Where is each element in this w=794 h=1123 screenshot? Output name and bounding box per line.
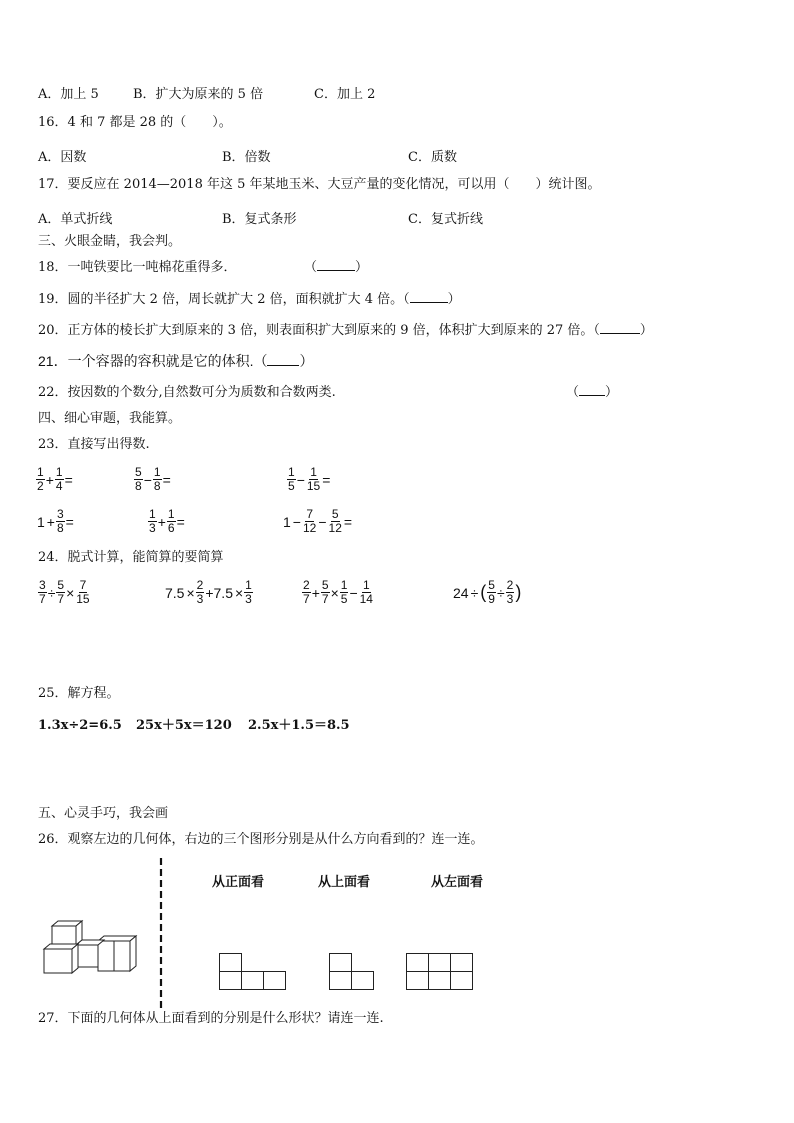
view-label-left[interactable]: 从左面看 bbox=[431, 875, 484, 890]
q15-option-c: C．加上 2 bbox=[314, 87, 376, 102]
q19-stem: 19．圆的半径扩大 2 倍，周长就扩大 2 倍，面积就扩大 4 倍。（ ） bbox=[38, 292, 461, 307]
section-3-heading: 三、火眼金睛，我会判。 bbox=[38, 234, 182, 249]
fraction: $\frac{1}{3}$ bbox=[149, 507, 156, 535]
paren-right: ） bbox=[355, 260, 369, 275]
q15-option-a: A．加上 5 bbox=[38, 87, 99, 102]
q17-option-b: B．复式条形 bbox=[222, 212, 297, 227]
dashed-divider bbox=[158, 858, 164, 1008]
fraction: $\frac{1}{5}$ bbox=[288, 465, 295, 493]
q16-option-a: A．因数 bbox=[38, 150, 87, 165]
q26-stem: 26．观察左边的几何体，右边的三个图形分别是从什么方向看到的？连一连。 bbox=[38, 832, 484, 847]
view-label-top[interactable]: 从上面看 bbox=[318, 875, 371, 890]
view-label-front[interactable]: 从正面看 bbox=[212, 875, 265, 890]
q16-option-b: B．倍数 bbox=[222, 150, 271, 165]
fraction: $\frac{3}{8}$ bbox=[56, 507, 64, 535]
q17-option-c: C．复式折线 bbox=[408, 212, 483, 227]
fraction: $\frac{5}{12}$ bbox=[328, 507, 342, 535]
q15-option-b: B．扩大为原来的 5 倍 bbox=[133, 87, 264, 102]
fraction: $\frac{7}{12}$ bbox=[302, 507, 317, 535]
fraction: $\frac{1}{8}$ bbox=[153, 465, 161, 493]
q23-stem: 23．直接写出得数. bbox=[38, 437, 150, 452]
q23-expression-3: $\frac{1}{5}$ − $\frac{1}{15}$ = bbox=[288, 465, 331, 493]
q25-equation-3: 2.5x＋1.5＝8.5 bbox=[248, 718, 350, 733]
q19-answer-blank[interactable] bbox=[410, 302, 448, 303]
q18-answer-blank[interactable] bbox=[304, 260, 368, 276]
fraction: $\frac{5}{8}$ bbox=[135, 465, 142, 493]
fraction: $\frac{1}{15}$ bbox=[306, 465, 321, 493]
q21-answer-blank[interactable] bbox=[267, 365, 299, 366]
q22-stem: 22．按因数的个数分,自然数可分为质数和合数两类. bbox=[38, 385, 336, 400]
section-5-heading: 五、心灵手巧，我会画 bbox=[38, 806, 169, 821]
fraction: $\frac{1}{6}$ bbox=[167, 507, 175, 535]
q24-expression-2: 7.5 × $\frac{2}{3}$ +7.5 × $\frac{1}{3}$ bbox=[165, 578, 252, 606]
q23-expression-2: $\frac{5}{8}$ − $\frac{1}{8}$ = bbox=[135, 465, 171, 493]
view-figure-2[interactable] bbox=[328, 952, 378, 992]
section-4-heading: 四、细心审题，我能算。 bbox=[38, 411, 182, 426]
q20-answer-blank[interactable] bbox=[600, 333, 640, 334]
q17-stem: 17．要反应在 2014—2018 年这 5 年某地玉米、大豆产量的变化情况，可以用（ ）统计图。 bbox=[38, 177, 601, 192]
q21-stem: 21．一个容器的容积就是它的体积.（ ） bbox=[38, 353, 314, 369]
q25-equation-1: 1.3x÷2=6.5 bbox=[38, 718, 122, 733]
q24-stem: 24．脱式计算，能简算的要简算 bbox=[38, 550, 224, 565]
q16-option-c: C．质数 bbox=[408, 150, 457, 165]
q23-expression-6: 1 − $\frac{7}{12}$ − $\frac{5}{12}$ = bbox=[283, 507, 353, 535]
q25-equation-2: 25x＋5x＝120 bbox=[136, 718, 232, 733]
q23-expression-4: 1 + $\frac{3}{8}$ = bbox=[37, 507, 74, 535]
q27-stem: 27．下面的几何体从上面看到的分别是什么形状？请连一连. bbox=[38, 1011, 384, 1026]
q23-expression-5: $\frac{1}{3}$ + $\frac{1}{6}$ = bbox=[149, 507, 185, 535]
fraction: $\frac{1}{4}$ bbox=[55, 465, 63, 493]
cube-solid-figure bbox=[40, 918, 144, 976]
q17-option-a: A．单式折线 bbox=[38, 212, 113, 227]
q16-stem: 16．4 和 7 都是 28 的（ ）。 bbox=[38, 115, 232, 130]
q24-expression-1: $\frac{3}{7}$ ÷ $\frac{5}{7}$ × $\frac{7}{15}$ bbox=[39, 578, 90, 606]
q24-expression-3: $\frac{2}{7}$ + $\frac{5}{7}$ × $\frac{1}{5}$ − $\frac{1}{14}$ bbox=[303, 578, 373, 606]
view-figure-1[interactable] bbox=[218, 952, 290, 992]
q18-stem: 18．一吨铁要比一吨棉花重得多． bbox=[38, 260, 237, 275]
q20-stem: 20．正方体的棱长扩大到原来的 3 倍，则表面积扩大到原来的 9 倍，体积扩大到原来的 27 倍。（ ） bbox=[38, 323, 653, 338]
view-figure-3[interactable] bbox=[405, 952, 477, 992]
fraction: $\frac{1}{2}$ bbox=[37, 465, 44, 493]
q24-expression-4: 24 ÷ ( $\frac{5}{9}$ ÷ $\frac{2}{3}$ ) bbox=[453, 578, 522, 606]
q25-stem: 25．解方程。 bbox=[38, 686, 120, 701]
q23-expression-1: $\frac{1}{2}$ + $\frac{1}{4}$ = bbox=[37, 465, 73, 493]
q22-answer-blank[interactable]: （ ） bbox=[566, 385, 619, 400]
paren-left: （ bbox=[304, 260, 318, 275]
